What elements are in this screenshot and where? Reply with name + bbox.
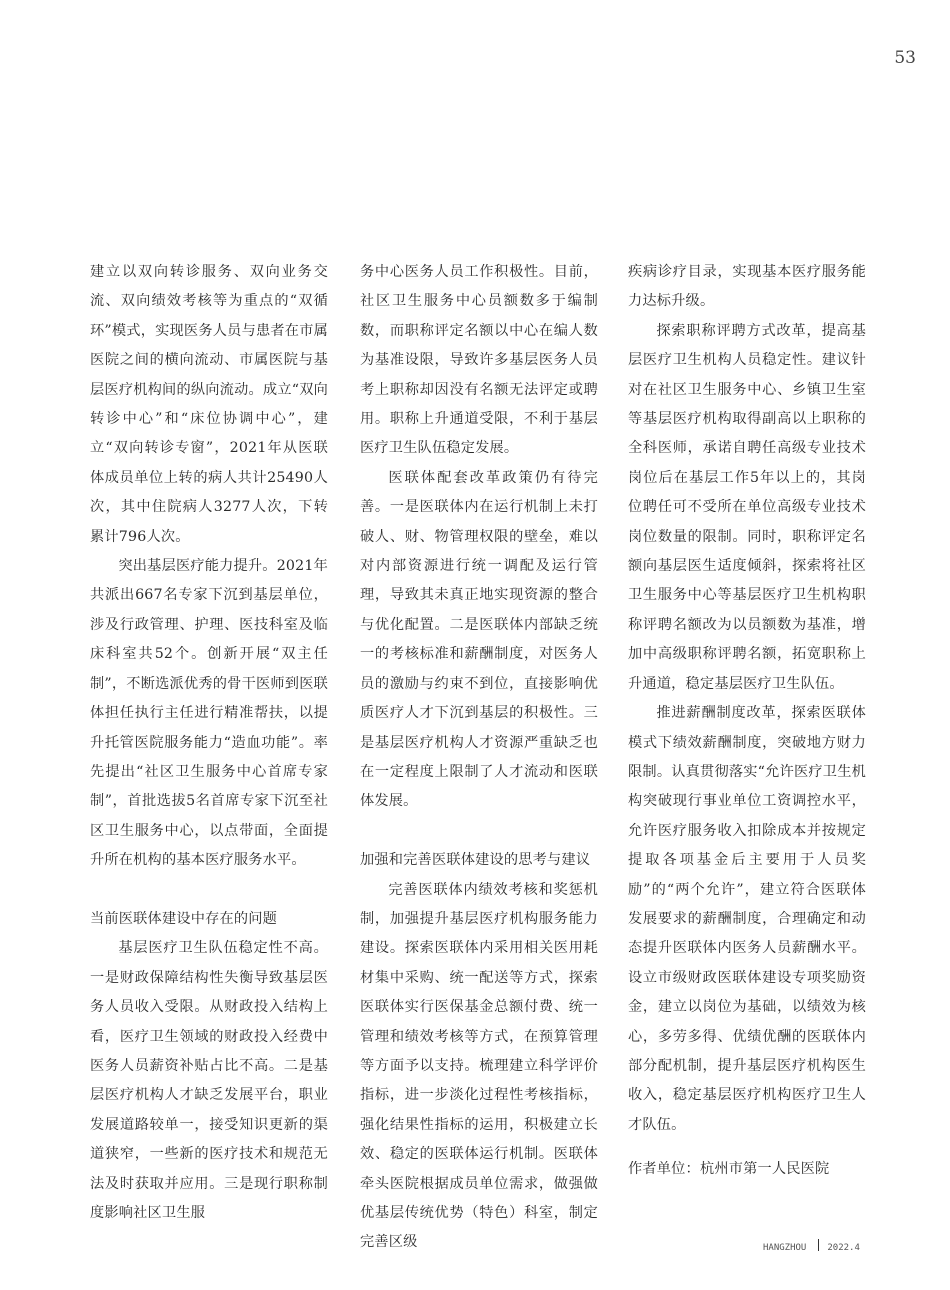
page-number: 53 (894, 48, 916, 68)
page-footer (763, 1242, 860, 1254)
text-column-2 (360, 258, 598, 1258)
paragraph: 突出基层医疗能力提升。2021年共派出667名专家下沉到基层单位，涉及行政管理、护理、医技科室及临床科室共52个。创新开展“双主任制”，不断选派优秀的骨干医师到医联体担任执行主任进行精准帮扶，以提升托管医院服务能力“造血功能”。率先提出“社区卫生服务中心首席专家制”，首批选拔5名首席专家下沉至社区卫生服务中心，以点带面，全面提升所在机构的基本医疗服务水平。 (90, 558, 328, 869)
section-heading: 加强和完善医联体建设的思考与建议 (360, 852, 591, 869)
section-gap (90, 876, 328, 905)
paragraph: 医联体配套改革政策仍有待完善。一是医联体内在运行机制上未打破人、财、物管理权限的壁垒，难以对内部资源进行统一调配及运行管理，导致其未真正地实现资源的整合与优化配置。二是医联体内部缺乏统一的考核标准和薪酬制度，对医务人员的激励与约束不到位，直接影响优质医疗人才下沉到基层的积极性。三是基层医疗机构人才资源严重缺乏也在一定程度上限制了人才流动和医联体发展。 (360, 469, 598, 810)
paragraph: 推进薪酬制度改革，探索医联体模式下绩效薪酬制度，突破地方财力限制。认真贯彻落实“允许医疗卫生机构突破现行事业单位工资调控水平，允许医疗服务收入扣除成本并按规定提取各项基金后主要用于人员奖励”的“两个允许”，建立符合医联体发展要求的薪酬制度，合理确定和动态提升医联体内医务人员薪酬水平。设立市级财政医联体建设专项奖励资金，建立以岗位为基础，以绩效为核心，多劳多得、优绩优酬的医联体内部分配机制，提升基层医疗机构医生收入，稳定基层医疗机构医疗卫生人才队伍。 (628, 705, 866, 1133)
paragraph: 完善医联体内绩效考核和奖惩机制，加强提升基层医疗机构服务能力建设。探索医联体内采用相关医用耗材集中采购、统一配送等方式，探索医联体实行医保基金总额付费、统一管理和绩效考核等方式，在预算管理等方面予以支持。梳理建立科学评价指标，进一步淡化过程性考核指标，强化结果性指标的运用，积极建立长效、稳定的医联体运行机制。医联体牵头医院根据成员单位需求，做强做优基层传统优势（特色）科室，制定完善区级 (360, 881, 598, 1251)
text-column-1 (90, 258, 328, 1228)
magazine-name: HANGZHOU (763, 1243, 807, 1253)
author-affiliation: 作者单位：杭州市第一人民医院 (628, 1160, 830, 1177)
text-column-3 (628, 258, 866, 1184)
paragraph: 基层医疗卫生队伍稳定性不高。一是财政保障结构性失衡导致基层医务人员收入受限。从财政投入结构上看，医疗卫生领域的财政投入经费中医务人员薪资补贴占比不高。二是基层医疗机构人才缺乏发展平台，职业发展道路较单一，接受知识更新的渠道狭窄，一些新的医疗技术和规范无法及时获取并应用。三是现行职称制度影响社区卫生服 (90, 940, 328, 1221)
footer-divider (818, 1239, 819, 1251)
paragraph: 探索职称评聘方式改革，提高基层医疗卫生机构人员稳定性。建议针对在社区卫生服务中心、乡镇卫生室等基层医疗机构取得副高以上职称的全科医师，承诺自聘任高级专业技术岗位后在基层工作5年以上的，其岗位聘任可不受所在单位高级专业技术岗位数量的限制。同时，职称评定名额向基层医生适度倾斜，探索将社区卫生服务中心等基层医疗卫生机构职称评聘名额改为以员额数为基准，增加中高级职称评聘名额，拓宽职称上升通道，稳定基层医疗卫生队伍。 (628, 322, 866, 692)
section-gap (360, 817, 598, 846)
section-heading: 当前医联体建设中存在的问题 (90, 910, 278, 927)
issue-number: 2022.4 (827, 1243, 860, 1253)
paragraph: 务中心医务人员工作积极性。目前，社区卫生服务中心员额数多于编制数，而职称评定名额以中心在编人数为基准设限，导致许多基层医务人员考上职称却因没有名额无法评定或聘用。职称上升通道受限，不利于基层医疗卫生队伍稳定发展。 (360, 264, 598, 457)
paragraph: 建立以双向转诊服务、双向业务交流、双向绩效考核等为重点的“双循环”模式，实现医务人员与患者在市属医院之间的横向流动、市属医院与基层医疗机构间的纵向流动。成立“双向转诊中心”和“床位协调中心”，建立“双向转诊专窗”，2021年从医联体成员单位上转的病人共计25490人次，其中住院病人3277人次，下转累计796人次。 (90, 264, 328, 545)
section-gap (628, 1140, 866, 1155)
paragraph: 疾病诊疗目录，实现基本医疗服务能力达标升级。 (628, 264, 866, 310)
